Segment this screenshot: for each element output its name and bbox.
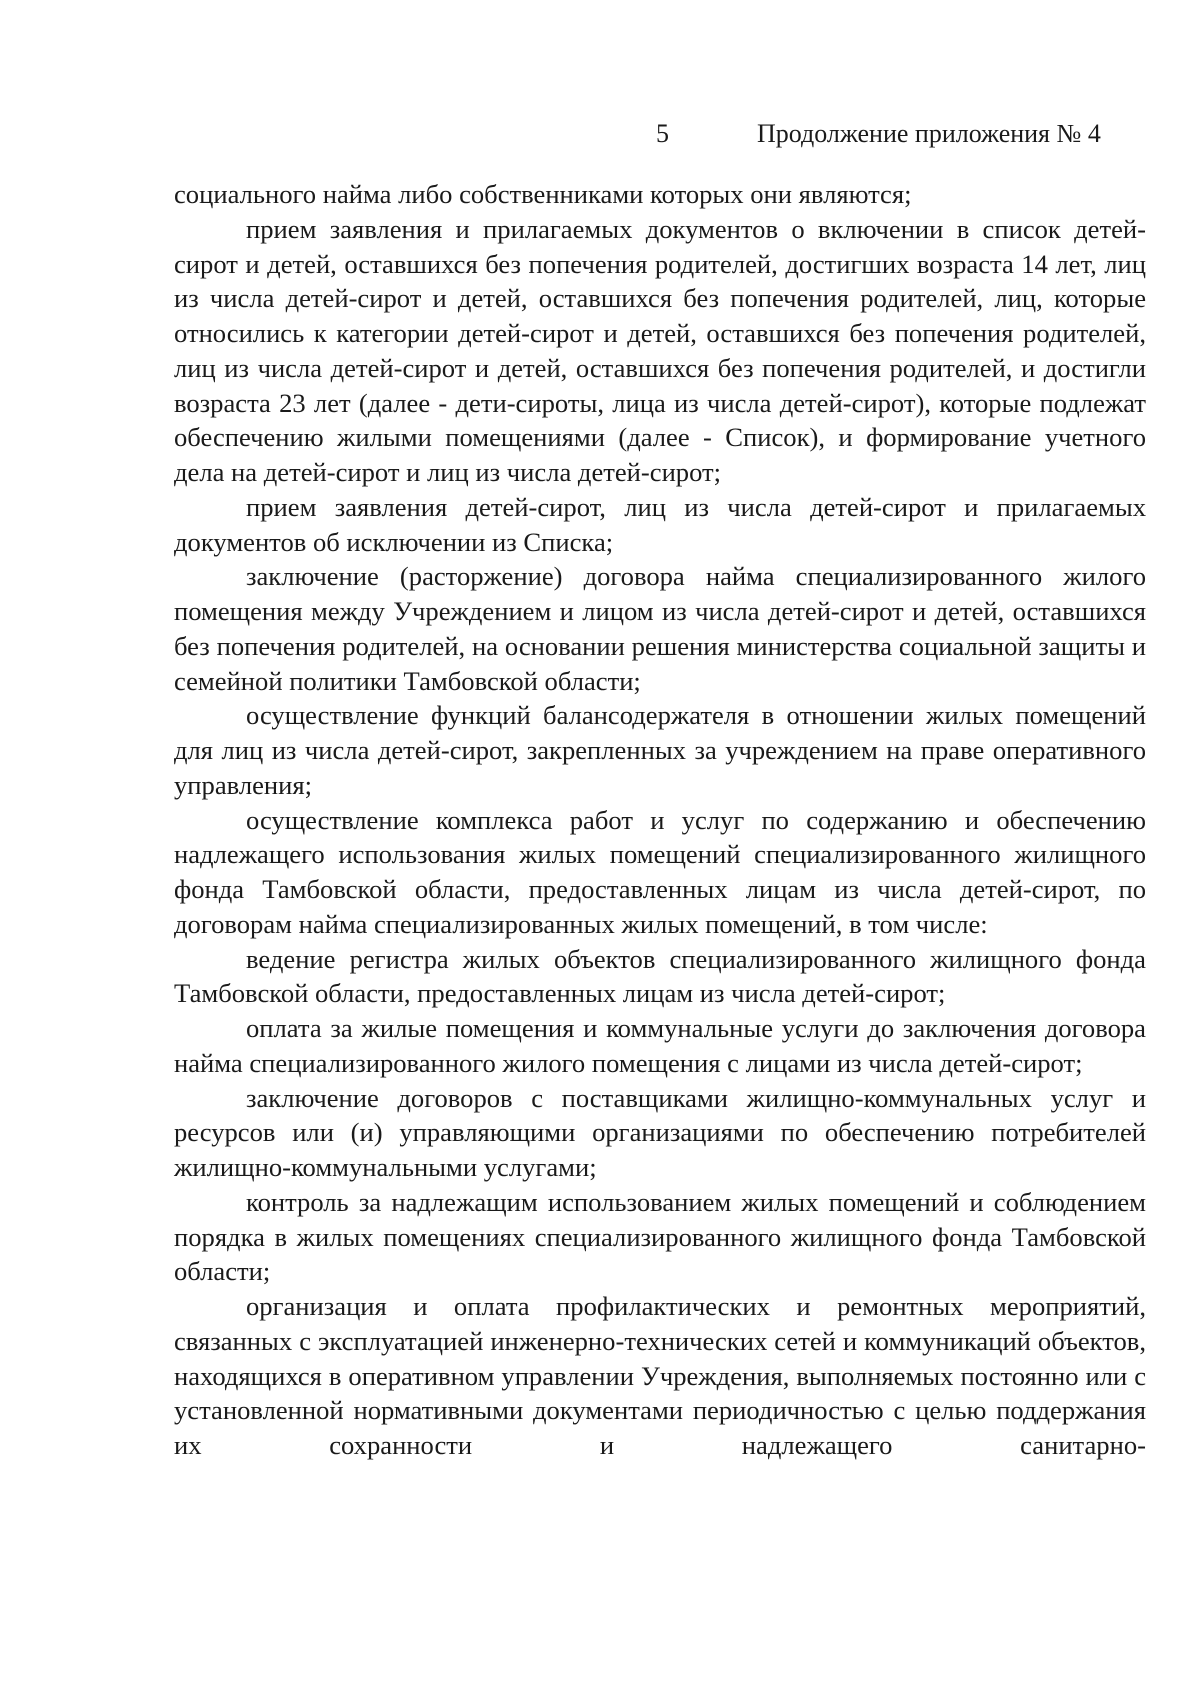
paragraph-usage-control: контроль за надлежащим использованием жилых помещений и соблюдением порядка в жилых помещениях специализированного жилищного фонда Тамбовской области; — [174, 1186, 1146, 1287]
paragraph-list-application: прием заявления и прилагаемых документов о включении в список детей-сирот и детей, оставшихся без попечения родителей, достигших возраста 14 лет, лиц из числа детей-сирот и детей, оставшихся без попечения родителей, лиц, которые относились к категории детей-сирот и детей, оставшихся без попечения родителей, лиц из числа детей-сирот и детей, оставшихся без попечения родителей, и достигли возраста 23 лет (далее - дети-сироты, лица из числа детей-сирот), которые подлежат обеспечению жилыми помещениями (далее - Список), и формирование учетного дела на детей-сирот и лиц из числа детей-сирот; — [174, 213, 1146, 487]
document-body — [174, 177, 1146, 1463]
paragraph-balance-holder: осуществление функций балансодержателя в отношении жилых помещений для лиц из числа детей-сирот, закрепленных за учреждением на праве оперативного управления; — [174, 700, 1146, 800]
paragraph-registry: ведение регистра жилых объектов специализированного жилищного фонда Тамбовской области, предоставленных лицам из числа детей-сирот; — [174, 943, 1146, 1009]
paragraph-utility-payment: оплата за жилые помещения и коммунальные услуги до заключения договора найма специализированного жилого помещения с лицами из числа детей-сирот; — [174, 1013, 1146, 1078]
paragraph-lease-agreement: заключение (расторжение) договора найма специализированного жилого помещения между Учреждением и лицом из числа детей-сирот и детей, оставшихся без попечения родителей, на основании решения министерства социальной защиты и семейной политики Тамбовской области; — [174, 561, 1146, 696]
paragraph-supplier-contracts: заключение договоров с поставщиками жилищно-коммунальных услуг и ресурсов или (и) управляющими организациями по обеспечению потребителей жилищно-коммунальными услугами; — [174, 1082, 1146, 1182]
page-header — [0, 114, 1200, 154]
paragraph-repair-works: организация и оплата профилактических и ремонтных мероприятий, связанных с эксплуатацией инженерно-технических сетей и коммуникаций объектов, находящихся в оперативном управлении Учреждения, выполняемых постоянно или с установленной нормативными документами периодичностью с целью поддержания их сохранности и надлежащего санитарно- — [174, 1291, 1146, 1460]
paragraph-exclusion-application: прием заявления детей-сирот, лиц из числа детей-сирот и прилагаемых документов об исключении из Списка; — [174, 491, 1146, 557]
paragraph-maintenance-works: осуществление комплекса работ и услуг по содержанию и обеспечению надлежащего использования жилых помещений специализированного жилищного фонда Тамбовской области, предоставленных лицам из числа детей-сирот, по договорам найма специализированных жилых помещений, в том числе: — [174, 804, 1146, 939]
appendix-continuation-caption: Продолжение приложения № 4 — [757, 119, 1101, 148]
paragraph-continuation: социального найма либо собственниками которых они являются; — [174, 179, 912, 209]
page-number: 5 — [656, 119, 669, 148]
